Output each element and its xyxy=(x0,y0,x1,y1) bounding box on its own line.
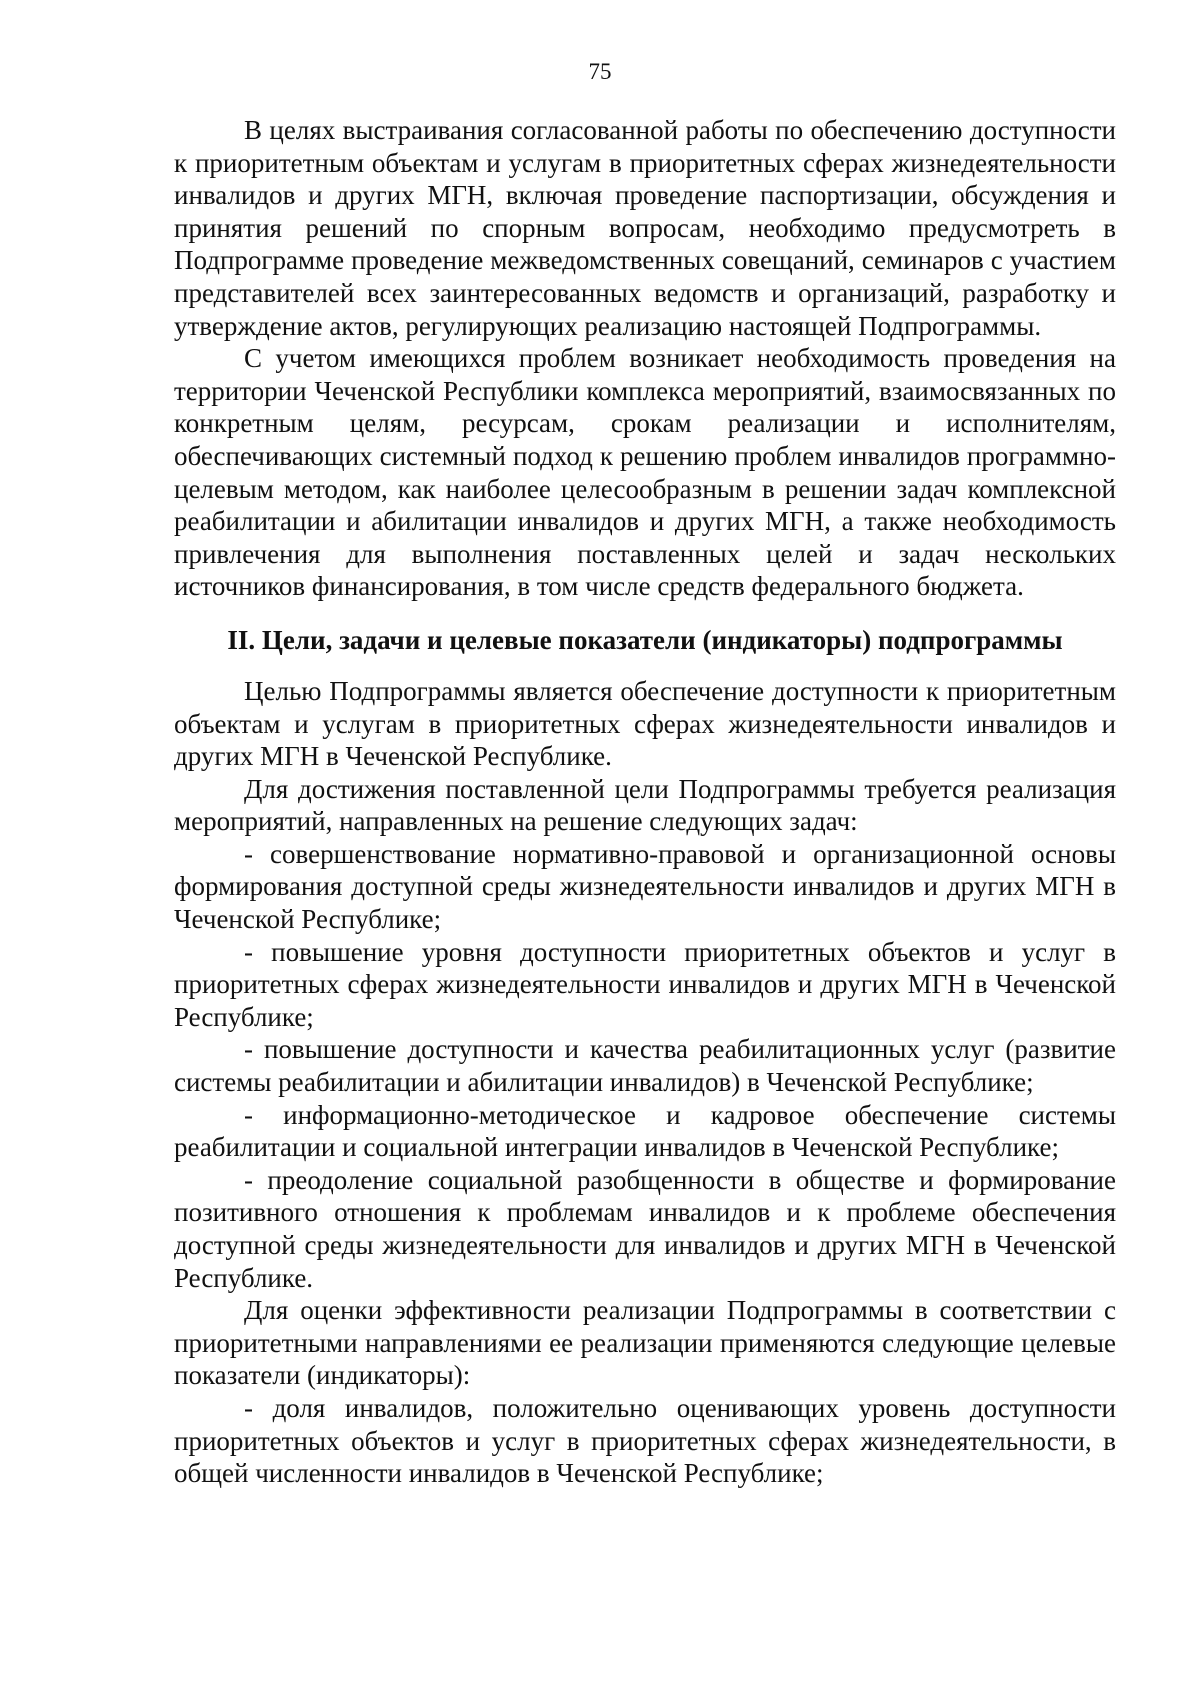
page-number: 75 xyxy=(588,59,612,84)
paragraph-indicators-intro: Для оценки эффективности реализации Подпрограммы в соответствии с приоритетными направлениями ее реализации применяются следующие целевые показатели (индикаторы): xyxy=(174,1295,1116,1391)
task-item-rehabilitation: - повышение доступности и качества реабилитационных услуг (развитие системы реабилитации и абилитации инвалидов) в Чеченской Республике; xyxy=(174,1034,1116,1098)
task-item-legal-basis: - совершенствование нормативно-правовой и организационной основы формирования доступной среды жизнедеятельности инвалидов и других МГН в Чеченской Республике; xyxy=(174,838,1116,935)
indicator-item-share: - доля инвалидов, положительно оценивающих уровень доступности приоритетных объектов и услуг в приоритетных сферах жизнедеятельности, в общей численности инвалидов в Чеченской Республике; xyxy=(174,1392,1116,1489)
paragraph-tasks-intro: Для достижения поставленной цели Подпрограммы требуется реализация мероприятий, направленных на решение следующих задач: xyxy=(174,773,1116,837)
paragraph-goal: Целью Подпрограммы является обеспечение доступности к приоритетным объектам и услугам в приоритетных сферах жизнедеятельности инвалидов и других МГН в Чеченской Республике. xyxy=(174,675,1116,772)
task-item-accessibility: - повышение уровня доступности приоритетных объектов и услуг в приоритетных сферах жизнедеятельности инвалидов и других МГН в Чеченской Республике; xyxy=(174,936,1116,1032)
document-body xyxy=(174,114,1116,1490)
paragraph-coordination: В целях выстраивания согласованной работы по обеспечению доступности к приоритетным объектам и услугам в приоритетных сферах жизнедеятельности инвалидов и других МГН, включая проведение паспортизации, обсуждения и принятия решений по спорным вопросам, необходимо предусмотреть в Подпрограмме проведение межведомственных совещаний, семинаров с участием представителей всех заинтересованных ведомств и организаций, разработку и утверждение актов, регулирующих реализацию настоящей Подпрограммы. xyxy=(174,115,1116,341)
task-item-social-integration: - преодоление социальной разобщенности в обществе и формирование позитивного отношения к проблемам инвалидов и к проблеме обеспечения доступной среды жизнедеятельности для инвалидов и других МГН в Чеченской Республике. xyxy=(174,1164,1116,1293)
task-item-methodology: - информационно-методическое и кадровое обеспечение системы реабилитации и социальной интеграции инвалидов в Чеченской Республике; xyxy=(174,1099,1116,1163)
paragraph-problems: С учетом имеющихся проблем возникает необходимость проведения на территории Чеченской Республики комплекса мероприятий, взаимосвязанных по конкретным целям, ресурсам, срокам реализации и исполнителям, обеспечивающих системный подход к решению проблем инвалидов программно-целевым методом, как наиболее целесообразным в решении задач комплексной реабилитации и абилитации инвалидов и других МГН, а также необходимость привлечения для выполнения поставленных целей и задач нескольких источников финансирования, в том числе средств федерального бюджета. xyxy=(174,343,1116,602)
section-heading: II. Цели, задачи и целевые показатели (индикаторы) подпрограммы xyxy=(227,624,1063,655)
